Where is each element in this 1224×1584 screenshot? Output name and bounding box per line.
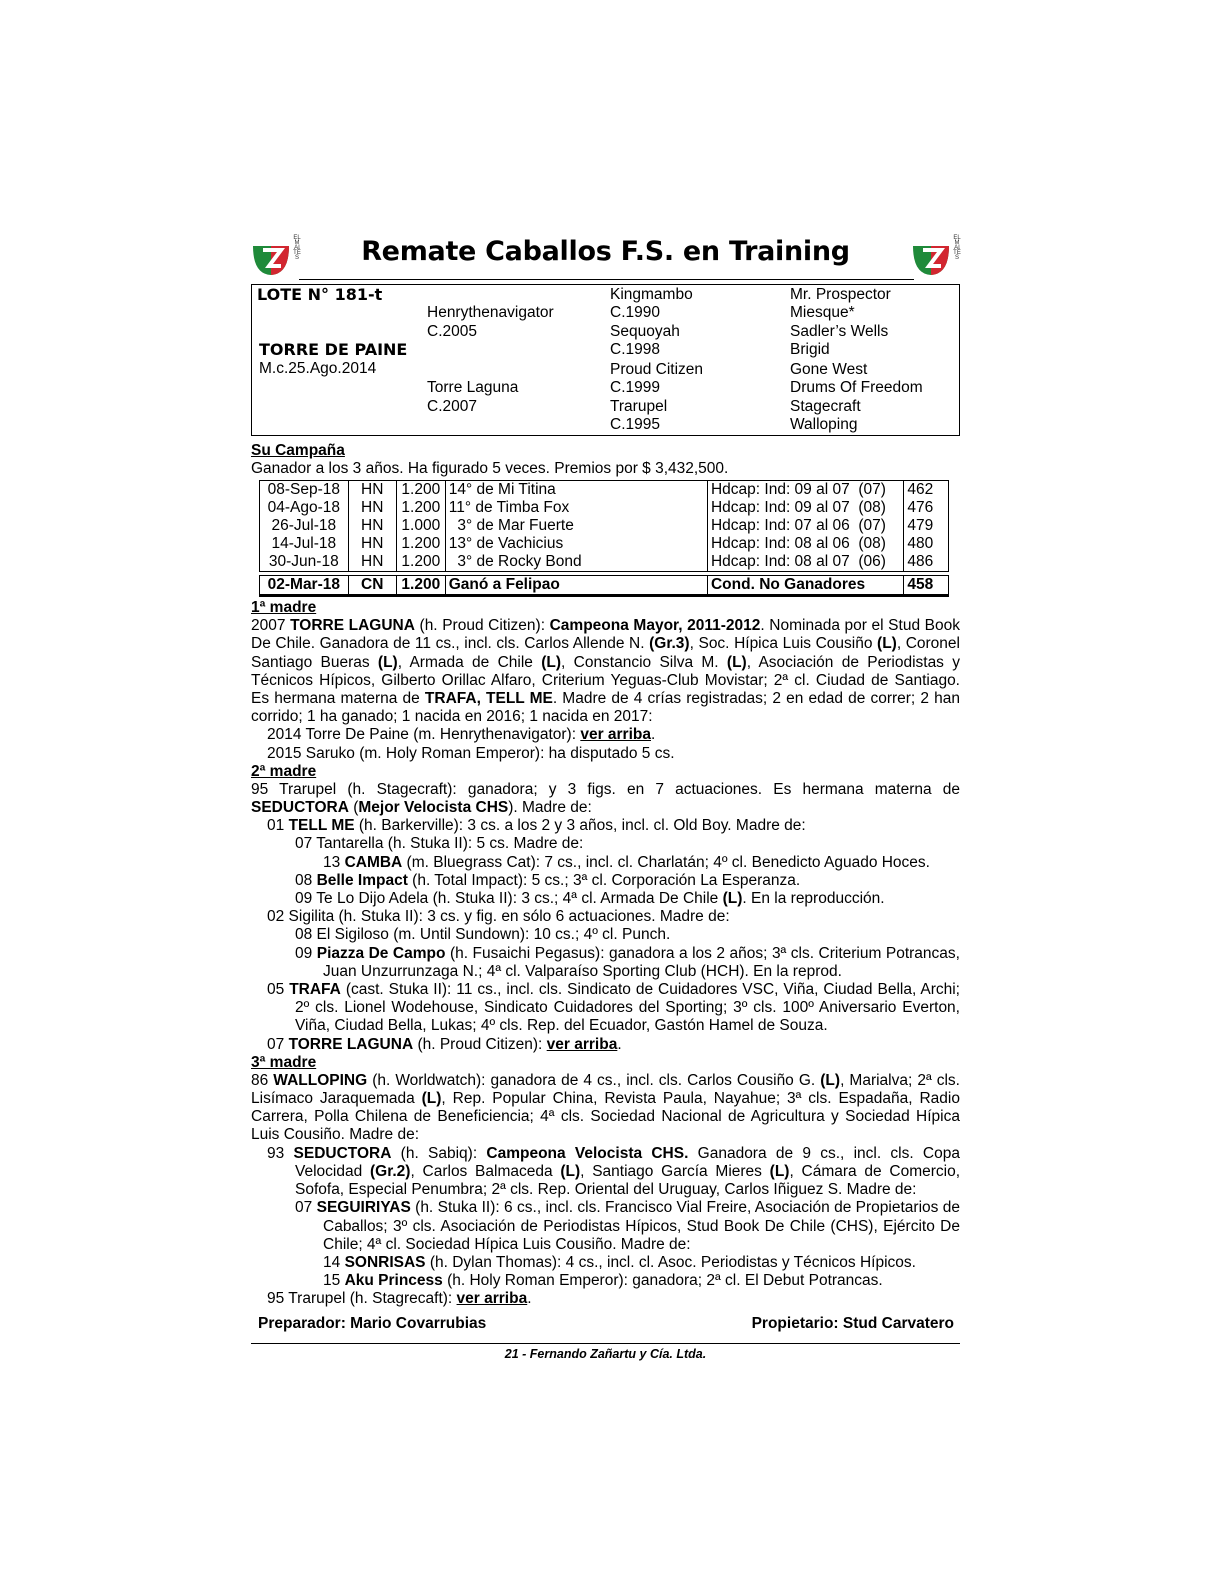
race-weight: 476 [904, 499, 949, 517]
granddam-2: Trarupel [610, 398, 668, 415]
table-row [260, 517, 949, 535]
progeny-item: 07 Tantarella (h. Stuka II): 5 cs. Madre de: [295, 835, 584, 853]
race-dist: 1.200 [396, 499, 445, 517]
ver-arriba-link[interactable]: ver arriba [546, 1035, 618, 1053]
ancestor: Mr. Prospector [790, 286, 891, 303]
grandsire-2-year: C.1999 [610, 379, 660, 396]
footer-rule [251, 1343, 960, 1344]
horse-info: M.c.25.Ago.2014 [259, 360, 377, 377]
title-underline [299, 279, 914, 280]
race-track: HN [348, 553, 396, 572]
sire: Henrythenavigator [427, 304, 554, 321]
race-dist: 1.200 [396, 535, 445, 553]
race-date: 30-Jun-18 [260, 553, 349, 572]
race-table [259, 480, 949, 597]
progeny-item: 15 Aku Princess (h. Holy Roman Emperor): ganadora; 2ª cl. El Debut Potrancas. [323, 1272, 883, 1290]
sire-year: C.2005 [427, 323, 477, 340]
table-row [260, 481, 949, 500]
madre2-text: 95 Trarupel (h. Stagecraft): ganadora; y 3 figs. en 7 actuaciones. Es hermana materna de SEDUCTORA (Mejor Velocista CHS). Madre de: [251, 780, 960, 817]
win-weight: 458 [904, 576, 949, 596]
owner: Propietario: Stud Carvatero [751, 1314, 954, 1332]
race-weight: 479 [904, 517, 949, 535]
progeny-item: 95 Trarupel (h. Stagrecaft): ver arriba. [267, 1290, 532, 1308]
race-cond: Hdcap: Ind: 08 al 07 (06) [707, 553, 903, 572]
madre1-text: 2007 TORRE LAGUNA (h. Proud Citizen): Campeona Mayor, 2011-2012. Nominada por el Stud Book De Chile. Ganadora de 11 cs., incl. cls. Carlos Allende N. (Gr.3), Soc. Hípica Luis Cousiño (L), Coronel Santiago Bueras (L), Armada de Chile (L), Constancio Silva M. (L), Asociación de Periodistas y Técnicos Hípicos, Gilberto Orillac Alfaro, Criterium Yeguas-Club Movistar; 2ª cl. Ciudad de Santiago. Es hermana materna de TRAFA, TELL ME. Madre de 4 crías registradas; 2 en edad de correr; 2 han corrido; 1 ha ganado; 1 nacida en 2016; 1 nacida en 2017: [251, 617, 960, 726]
progeny-item: 09 Piazza De Campo (h. Fusaichi Pegasus): ganadora a los 2 años; 3ª cls. Criterium Potrancas, Juan Unzurrunzaga N.; 4ª cl. Valparaíso Sporting Club (HCH). En la reprod. [295, 944, 960, 980]
race-track: HN [348, 517, 396, 535]
race-dist: 1.200 [396, 481, 445, 500]
campaign-summary: Ganador a los 3 años. Ha figurado 5 veces. Premios por $ 3,432,500. [251, 460, 729, 477]
progeny-item: 05 TRAFA (cast. Stuka II): 11 cs., incl. cls. Sindicato de Cuidadores VSC, Viña, Ciudad Bella, Archi; 2º cls. Lionel Wodehouse, Sindicato Cuidadores del Sporting; 3º cls. 100º Aniversario Everton, Viña, Ciudad Bella, Lukas; 4º cls. Rep. del Ecuador, Gastón Hamel de Souza. [267, 981, 960, 1035]
trainer: Preparador: Mario Covarrubias [258, 1314, 487, 1332]
logo-text: ELMAITÉS [293, 235, 301, 261]
race-date: 04-Ago-18 [260, 499, 349, 517]
win-result: Ganó a Felipao [445, 576, 707, 596]
madre3-text: 86 WALLOPING (h. Worldwatch): ganadora de 4 cs., incl. cls. Carlos Cousiño G. (L), Marialva; 2ª cls. Lisímaco Jaraquemada (L), Rep. Popular China, Revista Paula, Nayahue; 3ª cls. Espadaña, Radio Carrera, Polla Chilena de Beneficiencia; 4ª cls. Sociedad Nacional de Agricultura y Sociedad Hípica Luis Cousiño. Madre de: [251, 1071, 960, 1144]
race-dist: 1.000 [396, 517, 445, 535]
progeny-item: 13 CAMBA (m. Bluegrass Cat): 7 cs., incl. cl. Charlatán; 4º cl. Benedicto Aguado Hoces. [323, 853, 930, 871]
grandsire-2: Proud Citizen [610, 361, 704, 378]
page-title: Remate Caballos F.S. en Training [361, 236, 850, 267]
race-track: HN [348, 499, 396, 517]
catalog-page [251, 232, 960, 1361]
win-track: CN [348, 576, 396, 596]
logo-text: ELMAITÉS [953, 235, 961, 261]
ancestor: Stagecraft [790, 398, 861, 415]
madre1-heading: 1ª madre [251, 599, 317, 617]
progeny-item: 07 SEGUIRIYAS (h. Stuka II): 6 cs., incl. cls. Francisco Vial Freire, Asociación de Propietarios de Caballos; 3º cls. Asociación de Periodistas Hípicos, Stud Book De Chile (CHS), Ejército De Chile; 4ª cl. Sociedad Hípica Luis Cousiño. Madre de: [295, 1199, 960, 1253]
table-row [260, 499, 949, 517]
race-weight: 480 [904, 535, 949, 553]
logo-emblem-icon [911, 240, 951, 276]
progeny-item: 2015 Saruko (m. Holy Roman Emperor): ha disputado 5 cs. [267, 744, 675, 762]
logo-emblem-icon [251, 240, 291, 276]
ver-arriba-link[interactable]: ver arriba [456, 1290, 528, 1308]
progeny-item: 93 SEDUCTORA (h. Sabiq): Campeona Velocista CHS. Ganadora de 9 cs., incl. cls. Copa Velocidad (Gr.2), Carlos Balmaceda (L), Santiago García Mieres (L), Cámara de Comercio, Sofofa, Especial Penumbra; 2ª cls. Rep. Oriental del Uruguay, Carlos Iñiguez S. Madre de: [267, 1144, 961, 1199]
race-date: 26-Jul-18 [260, 517, 349, 535]
campaign-heading: Su Campaña [251, 442, 345, 459]
race-result: 11° de Timba Fox [445, 499, 707, 517]
ancestor: Brigid [790, 341, 830, 358]
race-weight: 462 [904, 481, 949, 500]
granddam-1-year: C.1998 [610, 341, 660, 358]
ancestor: Drums Of Freedom [790, 379, 923, 396]
ver-arriba-link[interactable]: ver arriba [580, 726, 651, 744]
race-cond: Hdcap: Ind: 07 al 06 (07) [707, 517, 903, 535]
race-result: 3° de Rocky Bond [445, 553, 707, 572]
granddam-1: Sequoyah [610, 323, 680, 340]
grandsire-1-year: C.1990 [610, 304, 660, 321]
brand-logo-right [911, 234, 963, 276]
madre2-heading: 2ª madre [251, 762, 317, 780]
race-date: 08-Sep-18 [260, 481, 349, 500]
progeny-item: 01 TELL ME (h. Barkerville): 3 cs. a los 2 y 3 años, incl. cl. Old Boy. Madre de: [267, 817, 806, 835]
winning-race-row [260, 576, 949, 596]
credits-row [251, 1313, 960, 1335]
ancestor: Walloping [790, 416, 858, 433]
progeny-item: 14 SONRISAS (h. Dylan Thomas): 4 cs., incl. cl. Asoc. Periodistas y Técnicos Hípicos. [323, 1253, 916, 1271]
race-result: 14° de Mi Titina [445, 481, 707, 500]
page-footer: 21 - Fernando Zañartu y Cía. Ltda. [504, 1346, 707, 1361]
progeny-item: 08 El Sigiloso (m. Until Sundown): 10 cs.; 4º cl. Punch. [295, 926, 671, 944]
page-header [251, 232, 960, 280]
granddam-2-year: C.1995 [610, 416, 660, 433]
horse-name: TORRE DE PAINE [259, 340, 408, 359]
progeny-item: 07 TORRE LAGUNA (h. Proud Citizen): ver arriba. [267, 1035, 622, 1053]
dam-year: C.2007 [427, 398, 477, 415]
table-row [260, 535, 949, 553]
race-track: HN [348, 481, 396, 500]
win-dist: 1.200 [396, 576, 445, 596]
race-result: 13° de Vachicius [445, 535, 707, 553]
brand-logo-left [251, 234, 303, 276]
race-cond: Hdcap: Ind: 09 al 07 (07) [707, 481, 903, 500]
race-dist: 1.200 [396, 553, 445, 572]
race-date: 14-Jul-18 [260, 535, 349, 553]
pedigree-box [251, 284, 960, 436]
grandsire-1: Kingmambo [610, 286, 693, 303]
ancestor: Miesque* [790, 304, 855, 321]
race-track: HN [348, 535, 396, 553]
progeny-item: 2014 Torre De Paine (m. Henrythenavigator): ver arriba. [267, 726, 656, 744]
progeny-item: 02 Sigilita (h. Stuka II): 3 cs. y fig. en sólo 6 actuaciones. Madre de: [267, 908, 730, 926]
win-cond: Cond. No Ganadores [707, 576, 903, 596]
table-row [260, 553, 949, 572]
dam: Torre Laguna [427, 379, 519, 396]
race-cond: Hdcap: Ind: 08 al 06 (08) [707, 535, 903, 553]
race-weight: 486 [904, 553, 949, 572]
lot-number: LOTE N° 181-t [257, 285, 383, 304]
race-result: 3° de Mar Fuerte [445, 517, 707, 535]
progeny-item: 08 Belle Impact (h. Total Impact): 5 cs.; 3ª cl. Corporación La Esperanza. [295, 871, 801, 889]
progeny-item: 09 Te Lo Dijo Adela (h. Stuka II): 3 cs.; 4ª cl. Armada De Chile (L). En la reproducción. [295, 890, 885, 908]
ancestor: Gone West [790, 361, 868, 378]
madre3-heading: 3ª madre [251, 1053, 317, 1071]
ancestor: Sadler’s Wells [790, 323, 889, 340]
race-cond: Hdcap: Ind: 09 al 07 (08) [707, 499, 903, 517]
win-date: 02-Mar-18 [260, 576, 349, 596]
